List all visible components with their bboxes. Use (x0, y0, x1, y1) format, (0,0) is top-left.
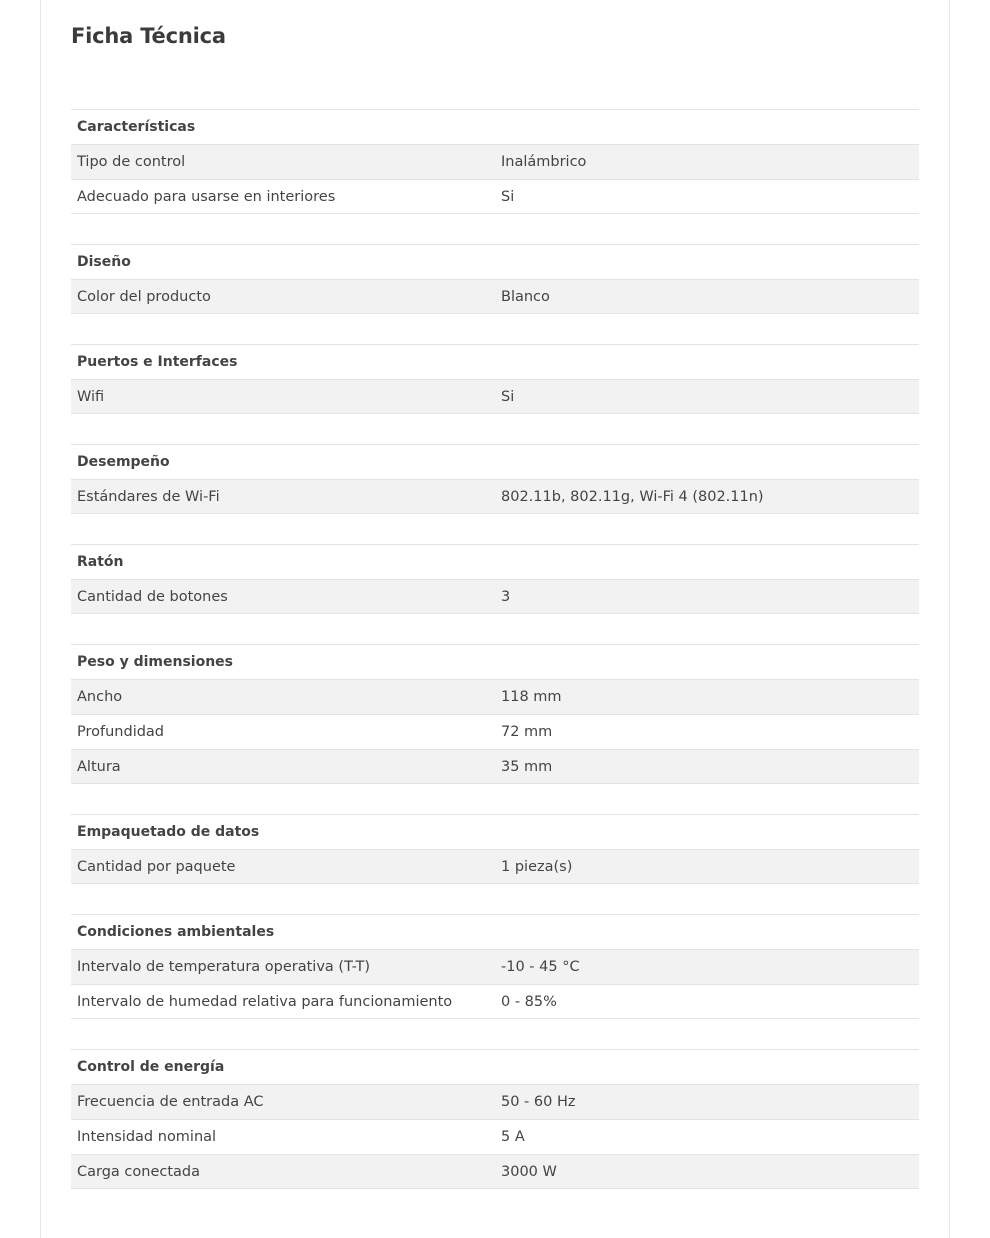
spec-label: Frecuencia de entrada AC (77, 1094, 264, 1110)
spec-value: 5 A (501, 1129, 525, 1145)
section-heading (71, 109, 919, 144)
spec-value: Si (501, 188, 515, 205)
spec-label: Adecuado para usarse en interiores (77, 188, 336, 205)
section-heading-label: Control de energía (77, 1059, 225, 1075)
spec-value: 3 (501, 588, 511, 605)
spec-value: Inalámbrico (501, 154, 587, 170)
spec-row (71, 1154, 919, 1189)
spec-row (71, 749, 919, 784)
spec-label: Intensidad nominal (77, 1129, 217, 1145)
spec-label: Tipo de control (77, 154, 186, 170)
spec-label: Cantidad de botones (77, 588, 228, 605)
spec-row (71, 714, 919, 749)
spec-row (71, 949, 919, 984)
spec-row (71, 679, 919, 714)
spec-row (71, 579, 919, 614)
spec-row (71, 144, 919, 179)
section-heading (71, 444, 919, 479)
spec-value: Si (501, 388, 515, 405)
spec-label: Intervalo de temperatura operativa (T-T) (77, 959, 371, 975)
spec-label: Profundidad (77, 724, 165, 740)
spec-row (71, 1084, 919, 1119)
spec-section (71, 244, 919, 314)
spec-value: 118 mm (501, 689, 562, 705)
spec-row (71, 379, 919, 414)
section-heading-label: Peso y dimensiones (77, 654, 233, 670)
section-heading-label: Empaquetado de datos (77, 824, 260, 840)
section-heading-label: Puertos e Interfaces (77, 354, 238, 370)
spec-value: Blanco (501, 288, 550, 305)
spec-value: 50 - 60 Hz (501, 1094, 576, 1110)
spec-row (71, 984, 919, 1019)
spec-value: -10 - 45 °C (501, 959, 580, 975)
spec-label: Color del producto (77, 288, 211, 305)
spec-value: 802.11b, 802.11g, Wi-Fi 4 (802.11n) (501, 488, 764, 505)
section-heading-label: Características (77, 119, 196, 135)
spec-label: Ancho (77, 689, 123, 705)
spec-section (71, 644, 919, 784)
section-heading (71, 814, 919, 849)
spec-value: 0 - 85% (501, 993, 557, 1010)
spec-label: Cantidad por paquete (77, 858, 236, 875)
spec-value: 1 pieza(s) (501, 858, 573, 875)
spec-section (71, 1049, 919, 1189)
section-heading (71, 544, 919, 579)
spec-row (71, 179, 919, 214)
spec-label: Estándares de Wi-Fi (77, 488, 220, 505)
spec-label: Altura (77, 758, 121, 775)
spec-section (71, 444, 919, 514)
section-heading (71, 1049, 919, 1084)
spec-label: Intervalo de humedad relativa para funcionamiento (77, 993, 453, 1010)
section-heading (71, 344, 919, 379)
section-heading-label: Condiciones ambientales (77, 924, 275, 940)
section-heading-label: Diseño (77, 254, 131, 270)
spec-label: Wifi (77, 388, 105, 405)
section-heading (71, 244, 919, 279)
section-heading-label: Ratón (77, 554, 124, 570)
spec-value: 35 mm (501, 758, 553, 775)
spec-section (71, 814, 919, 884)
page-title: Ficha Técnica (71, 24, 226, 48)
spec-row (71, 479, 919, 514)
section-heading (71, 914, 919, 949)
spec-value: 3000 W (501, 1163, 557, 1180)
spec-section (71, 344, 919, 414)
spec-section (71, 109, 919, 214)
spec-value: 72 mm (501, 724, 553, 740)
section-heading (71, 644, 919, 679)
spec-sheet (71, 109, 919, 1219)
section-heading-label: Desempeño (77, 454, 170, 470)
spec-row (71, 279, 919, 314)
spec-label: Carga conectada (77, 1163, 201, 1180)
spec-section (71, 914, 919, 1019)
spec-section (71, 544, 919, 614)
spec-row (71, 849, 919, 884)
spec-row (71, 1119, 919, 1154)
